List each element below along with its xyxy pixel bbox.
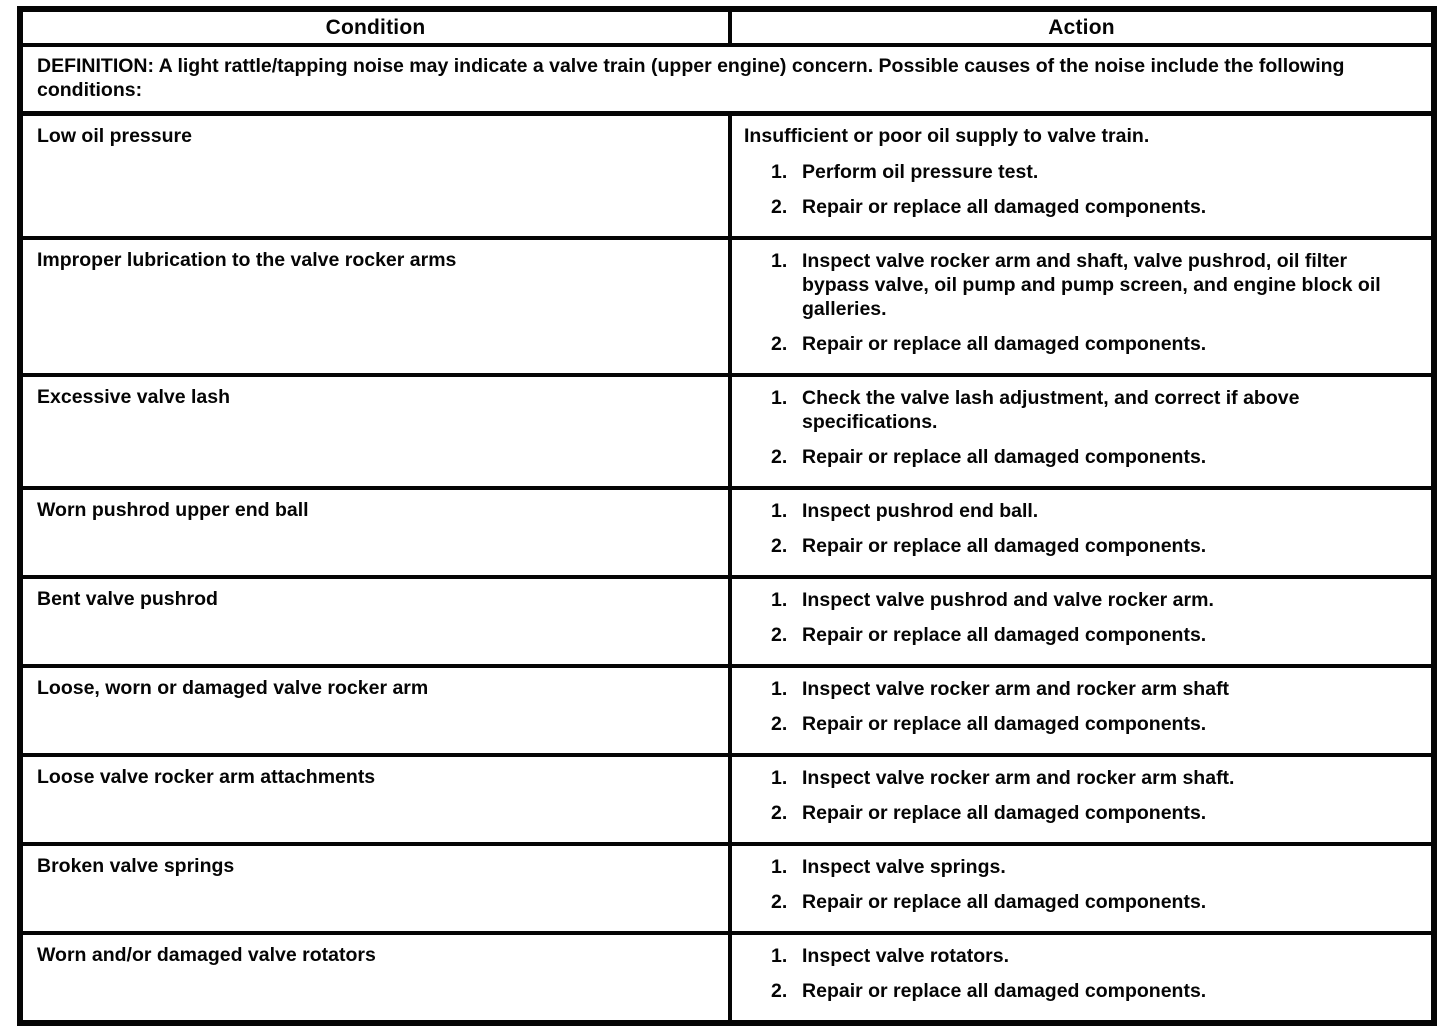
table-row (20, 375, 1434, 488)
action-cell (730, 113, 1434, 238)
action-cell (730, 933, 1434, 1023)
table-row (20, 844, 1434, 933)
table-row (20, 577, 1434, 666)
action-cell (730, 755, 1434, 844)
action-step: Repair or replace all damaged components. (802, 801, 1207, 824)
action-steps (742, 386, 1419, 469)
table-row (20, 933, 1434, 1023)
action-step: Inspect pushrod end ball. (802, 499, 1039, 522)
table-row (20, 113, 1434, 238)
condition-cell: Loose, worn or damaged valve rocker arm (20, 666, 730, 755)
action-cell (730, 577, 1434, 666)
table-row (20, 666, 1434, 755)
condition-cell: Low oil pressure (20, 113, 730, 238)
action-step: Inspect valve springs. (802, 855, 1006, 878)
action-step: Inspect valve rocker arm and shaft, valve pushrod, oil filter bypass valve, oil pump and pump screen, and engine block oil galleries. (802, 249, 1381, 320)
action-step: Inspect valve rotators. (802, 944, 1010, 967)
diagnostic-table (17, 6, 1437, 1026)
action-step: Inspect valve rocker arm and rocker arm shaft. (802, 766, 1235, 789)
table-row (20, 488, 1434, 577)
action-step: Repair or replace all damaged components. (802, 623, 1207, 646)
condition-cell: Bent valve pushrod (20, 577, 730, 666)
action-steps (742, 160, 1419, 219)
action-cell (730, 238, 1434, 375)
action-steps (742, 499, 1419, 558)
condition-cell: Worn pushrod upper end ball (20, 488, 730, 577)
action-cell (730, 666, 1434, 755)
action-steps (742, 944, 1419, 1003)
action-step: Repair or replace all damaged components. (802, 979, 1207, 1002)
action-step: Perform oil pressure test. (802, 160, 1039, 183)
action-steps (742, 766, 1419, 825)
condition-cell: Broken valve springs (20, 844, 730, 933)
document-page (0, 6, 1456, 1026)
action-column-header: Action (730, 9, 1434, 45)
action-steps (742, 677, 1419, 736)
action-step: Repair or replace all damaged components. (802, 534, 1207, 557)
action-cell (730, 375, 1434, 488)
action-step: Repair or replace all damaged components. (802, 195, 1207, 218)
action-cell (730, 844, 1434, 933)
action-steps (742, 249, 1419, 356)
table-header-row (20, 9, 1434, 45)
action-step: Inspect valve rocker arm and rocker arm shaft (802, 677, 1230, 700)
action-steps (742, 855, 1419, 914)
definition-row (20, 45, 1434, 113)
table-row (20, 755, 1434, 844)
action-step: Repair or replace all damaged components. (802, 712, 1207, 735)
condition-cell: Excessive valve lash (20, 375, 730, 488)
action-steps (742, 588, 1419, 647)
condition-column-header: Condition (20, 9, 730, 45)
action-step: Inspect valve pushrod and valve rocker arm. (802, 588, 1214, 611)
action-intro: Insufficient or poor oil supply to valve train. (744, 124, 1150, 147)
action-step: Check the valve lash adjustment, and correct if above specifications. (802, 386, 1300, 433)
action-step: Repair or replace all damaged components. (802, 332, 1207, 355)
action-cell (730, 488, 1434, 577)
action-step: Repair or replace all damaged components. (802, 445, 1207, 468)
action-step: Repair or replace all damaged components. (802, 890, 1207, 913)
definition-text: DEFINITION: A light rattle/tapping noise may indicate a valve train (upper engine) concern. Possible causes of the noise include the following conditions: (20, 45, 1434, 113)
condition-cell: Improper lubrication to the valve rocker arms (20, 238, 730, 375)
table-row (20, 238, 1434, 375)
condition-cell: Loose valve rocker arm attachments (20, 755, 730, 844)
condition-cell: Worn and/or damaged valve rotators (20, 933, 730, 1023)
